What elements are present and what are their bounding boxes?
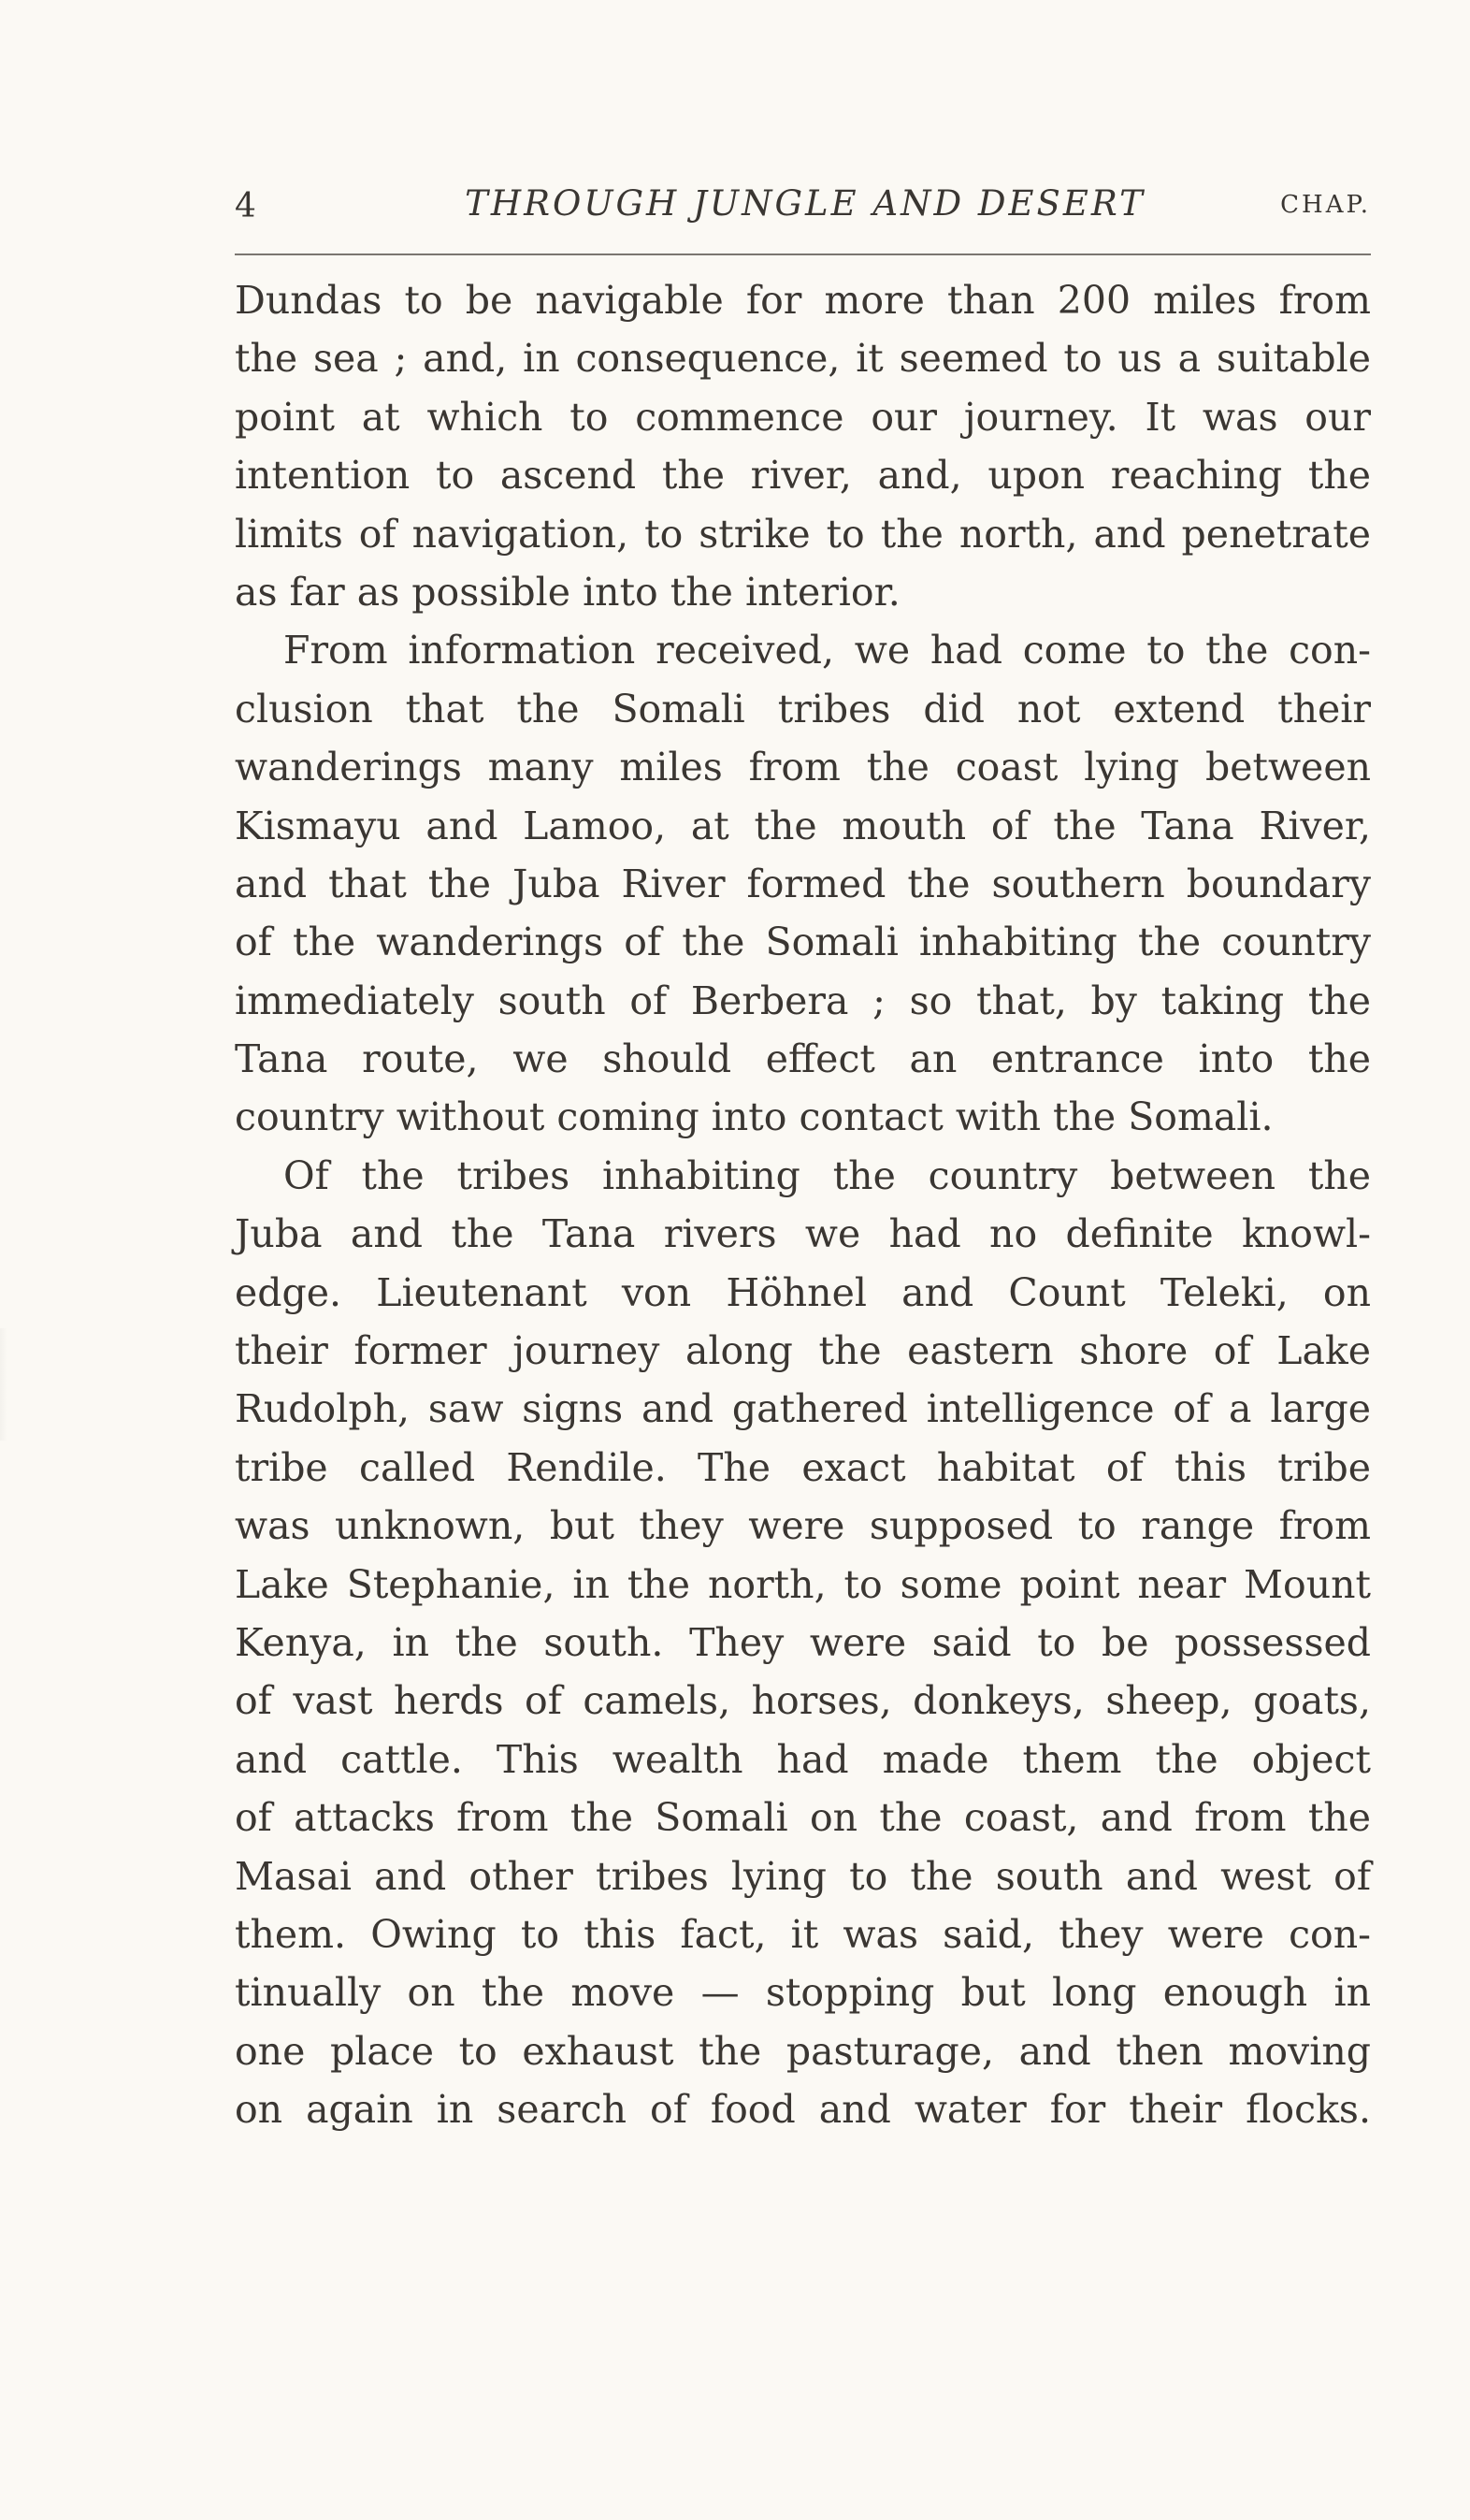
text-line: Juba and the Tana rivers we had no definite knowl- [235, 1211, 1371, 1257]
text-line: tinually on the move — stopping but long enough in [235, 1970, 1371, 2016]
text-line: point at which to commence our journey. It was our [235, 394, 1371, 440]
text-line: Lake Stephanie, in the north, to some point near Mount [235, 1561, 1371, 1607]
text-line: them. Owing to this fact, it was said, they were con- [235, 1911, 1371, 1957]
text-line: of the wanderings of the Somali inhabiting the country [235, 920, 1371, 965]
page-number: 4 [235, 187, 257, 225]
text-line: and cattle. This wealth had made them the object [235, 1736, 1371, 1782]
chapter-label: CHAP. [1280, 191, 1371, 219]
text-line: of attacks from the Somali on the coast, and from the [235, 1795, 1371, 1841]
header-rule [235, 253, 1371, 255]
text-line: of vast herds of camels, horses, donkeys, sheep, goats, [235, 1678, 1371, 1724]
text-line: wanderings many miles from the coast lying between [235, 745, 1371, 790]
body-text [235, 271, 1371, 2139]
text-line: their former journey along the eastern shore of Lake [235, 1328, 1371, 1374]
text-line: Rudolph, saw signs and gathered intelligence of a large [235, 1386, 1371, 1432]
text-line: was unknown, but they were supposed to range from [235, 1503, 1371, 1549]
page-edge-shadow [0, 1328, 7, 1441]
text-line: Dundas to be navigable for more than 200 miles from [235, 278, 1371, 323]
text-line: Kismayu and Lamoo, at the mouth of the Tana River, [235, 803, 1371, 848]
running-head [235, 183, 1371, 239]
text-line: Of the tribes inhabiting the country between the [283, 1152, 1371, 1198]
text-line: and that the Juba River formed the southern boundary [235, 861, 1371, 906]
text-line: country without coming into contact with the Somali. [235, 1094, 1274, 1140]
text-line: edge. Lieutenant von Höhnel and Count Teleki, on [235, 1269, 1371, 1315]
text-line: immediately south of Berbera ; so that, by taking the [235, 978, 1371, 1023]
text-line: as far as possible into the interior. [235, 569, 901, 615]
text-line: From information received, we had come to the con- [283, 628, 1371, 673]
text-line: the sea ; and, in consequence, it seemed to us a suitable [235, 336, 1371, 382]
text-line: intention to ascend the river, and, upon reaching the [235, 453, 1371, 499]
text-line: tribe called Rendile. The exact habitat of this tribe [235, 1444, 1371, 1490]
running-title: THROUGH JUNGLE AND DESERT [465, 183, 1146, 224]
text-line: Masai and other tribes lying to the south and west of [235, 1853, 1371, 1899]
text-line: limits of navigation, to strike to the north, and penetrate [235, 511, 1371, 557]
text-line: on again in search of food and water for their flocks. [235, 2087, 1371, 2133]
text-line: Kenya, in the south. They were said to be possessed [235, 1619, 1371, 1665]
text-line: clusion that the Somali tribes did not extend their [235, 686, 1371, 731]
text-line: one place to exhaust the pasturage, and then moving [235, 2028, 1371, 2074]
text-line: Tana route, we should effect an entrance into the [235, 1036, 1371, 1082]
